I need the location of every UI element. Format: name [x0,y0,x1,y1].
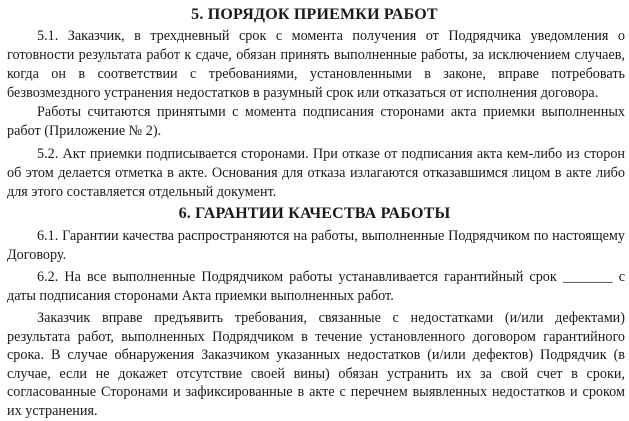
clause-5-2: 5.2. Акт приемки подписывается сторонами. При отказе от подписания акта кем-либо из сторон об этом делается отметка в акте. Основания для отказа излагаются отказавшимся лицом в акте либо для этого составляется отдельный документ. [7,146,625,200]
section-5-heading: 5. ПОРЯДОК ПРИЕМКИ РАБОТ [191,6,438,23]
clause-5-1: 5.1. Заказчик, в трехдневный срок с момента получения от Подрядчика уведомления о готовности результата работ к сдаче, обязан принять выполненные работы, за исключением случаев, когда он в соответствии с требованиями, установленными в законе, вправе потребовать безвозмездного устранения недостатков в разумный срок или отказаться от исполнения договора. [7,28,625,101]
clause-6-2-text-end: с даты подписания сторонами Акта приемки выполненных работ. [7,269,625,304]
section-6-heading: 6. ГАРАНТИИ КАЧЕСТВА РАБОТЫ [178,205,451,222]
clause-6-2 [7,268,625,306]
warranty-period-blank: _______ [562,269,613,285]
clause-6-2-text-start: 6.2. На все выполненные Подрядчиком работы устанавливается гарантийный срок [37,269,563,285]
clause-6-2-claims: Заказчик вправе предъявить требования, связанные с недостатками (и/или дефектами) результата работ, выполненных Подрядчиком в течение установленного договором гарантийного срока. В случае обнаружения Заказчиком указанных недостатков (и/или дефектов) Подрядчик (в случае, если не докажет отсутствие своей вины) обязан устранить их за свой счет в сроки, согласованные Сторонами и зафиксированные в акте с перечнем выявленных недостатков и сроком их устранения. [7,310,625,419]
clause-6-1: 6.1. Гарантии качества распространяются на работы, выполненные Подрядчиком по настоящему Договору. [7,228,625,263]
clause-5-1-acceptance: Работы считаются принятыми с момента подписания сторонами акта приемки выполненных работ (Приложение № 2). [7,104,625,139]
